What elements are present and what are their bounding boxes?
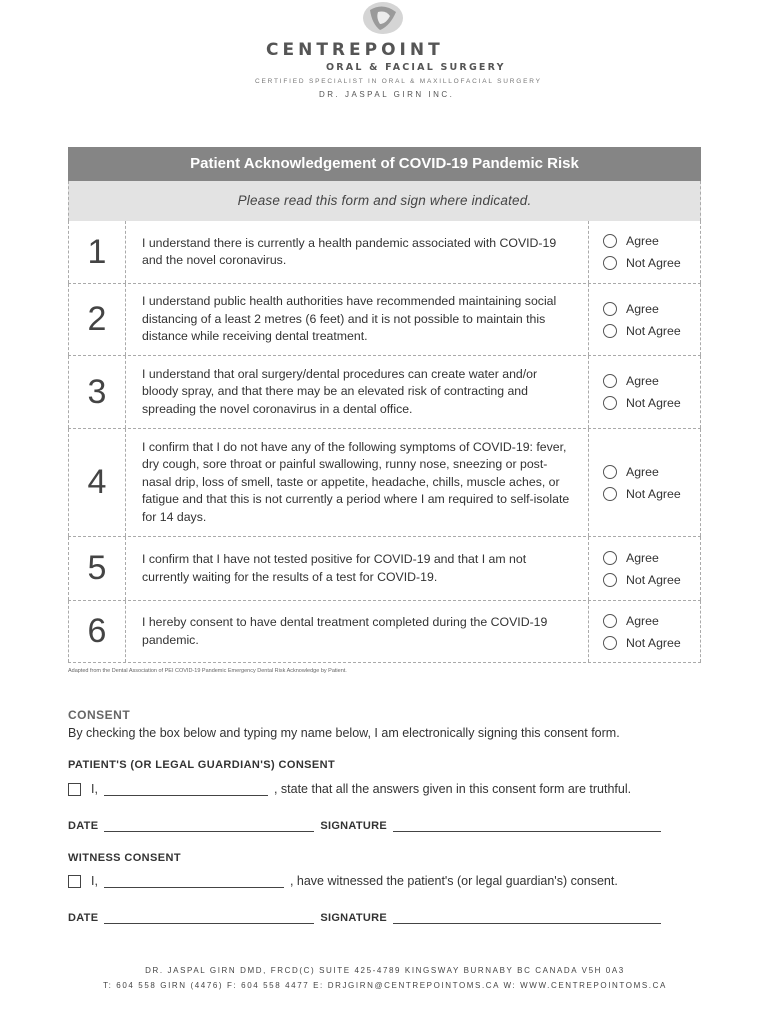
statement-number: 3: [68, 356, 126, 428]
statement-text: I confirm that I have not tested positive for COVID-19 and that I am not currently waiting for the results of a test for COVID-19.: [142, 552, 527, 584]
agree-option[interactable]: [603, 230, 700, 252]
patient-i-label: I,: [91, 782, 98, 796]
statement-row-5: [68, 537, 701, 601]
not-agree-label: Not Agree: [626, 635, 681, 650]
brand-doctor: DR. JASPAL GIRN INC.: [319, 90, 455, 99]
footer-contact: T: 604 558 GIRN (4476) F: 604 558 4477 E: DRJGIRN@CENTREPOINTOMS.CA W: WWW.CENTREPOINTOMS.CA: [103, 981, 667, 990]
statement-row-2: [68, 284, 701, 356]
not-agree-option[interactable]: [603, 392, 700, 414]
radio-button[interactable]: [603, 614, 617, 628]
signature-label: SIGNATURE: [320, 912, 387, 924]
patient-consent-heading: PATIENT'S (OR LEGAL GUARDIAN'S) CONSENT: [68, 759, 336, 771]
radio-button[interactable]: [603, 374, 617, 388]
radio-button[interactable]: [603, 324, 617, 338]
statement-number: 5: [68, 537, 126, 600]
consent-paragraph: By checking the box below and typing my name below, I am electronically signing this consent form.: [68, 726, 620, 740]
answer-options: [588, 537, 701, 600]
radio-button[interactable]: [603, 465, 617, 479]
acknowledgement-form: [68, 147, 701, 663]
agree-label: Agree: [626, 464, 659, 479]
agree-label: Agree: [626, 613, 659, 628]
answer-options: [588, 284, 701, 355]
statement-number: 2: [68, 284, 126, 355]
statement-row-1: [68, 221, 701, 284]
agree-option[interactable]: [603, 610, 700, 632]
source-note: Adapted from the Dental Association of PEI COVID-19 Pandemic Emergency Dental Risk Acknowledge by Patient.: [68, 668, 347, 674]
not-agree-option[interactable]: [603, 569, 700, 591]
not-agree-label: Not Agree: [626, 256, 681, 270]
patient-name-field[interactable]: [104, 781, 268, 796]
witness-consent-checkbox[interactable]: [68, 875, 81, 888]
patient-statement: , state that all the answers given in this consent form are truthful.: [273, 782, 632, 796]
statement-text: I understand there is currently a health pandemic associated with COVID-19 and the novel coronavirus.: [142, 235, 557, 267]
radio-button[interactable]: [603, 256, 617, 270]
footer-address: DR. JASPAL GIRN DMD, FRCD(C) SUITE 425-4789 KINGSWAY BURNABY BC CANADA V5H 0A3: [145, 966, 625, 975]
witness-i-label: I,: [91, 874, 98, 888]
witness-signature-field[interactable]: [393, 909, 661, 924]
consent-heading: CONSENT: [68, 708, 131, 722]
brand-certification: CERTIFIED SPECIALIST IN ORAL & MAXILLOFACIAL SURGERY: [255, 78, 542, 85]
answer-options: [588, 356, 701, 428]
witness-date-signature-line: [68, 909, 667, 924]
witness-consent-line: [68, 873, 618, 888]
patient-date-signature-line: [68, 817, 667, 832]
statement-row-4: [68, 429, 701, 537]
brand-name: CENTREPOINT: [266, 40, 444, 60]
witness-name-field[interactable]: [104, 873, 284, 888]
brand-subtitle: ORAL & FACIAL SURGERY: [326, 62, 506, 73]
statement-number: 1: [68, 221, 126, 283]
statement-number: 6: [68, 601, 126, 662]
patient-date-field[interactable]: [104, 817, 314, 832]
patient-signature-field[interactable]: [393, 817, 661, 832]
radio-button[interactable]: [603, 302, 617, 316]
agree-option[interactable]: [603, 298, 700, 320]
patient-consent-checkbox[interactable]: [68, 783, 81, 796]
statement-row-6: [68, 601, 701, 663]
agree-label: Agree: [626, 301, 659, 316]
agree-label: Agree: [626, 234, 659, 248]
agree-label: Agree: [626, 374, 659, 388]
radio-button[interactable]: [603, 234, 617, 248]
statement-text: I understand public health authorities have recommended maintaining social distancing of a least 2 metres (6 feet) and it is not possible to maintain this distance while receiving dental treatment.: [142, 294, 557, 344]
statement-text: I confirm that I do not have any of the following symptoms of COVID-19: fever, dry cough, sore throat or painful swallowing, runny nose, sneezing or post-nasal drip, loss of smell, taste or appetite, headache, chills, muscle aches, or fatigue and that this is not currently a period where I am required to self-isolate for 14 days.: [142, 439, 570, 524]
not-agree-option[interactable]: [603, 320, 700, 342]
not-agree-option[interactable]: [603, 252, 700, 274]
not-agree-option[interactable]: [603, 483, 700, 505]
radio-button[interactable]: [603, 396, 617, 410]
not-agree-label: Not Agree: [626, 323, 681, 338]
patient-consent-line: [68, 781, 631, 796]
agree-label: Agree: [626, 550, 659, 565]
radio-button[interactable]: [603, 551, 617, 565]
radio-button[interactable]: [603, 487, 617, 501]
not-agree-option[interactable]: [603, 632, 700, 654]
answer-options: [588, 601, 701, 662]
statement-text: I hereby consent to have dental treatment completed during the COVID-19 pandemic.: [142, 615, 548, 647]
tooth-logo-icon: [360, 0, 406, 36]
statement-text: I understand that oral surgery/dental procedures can create water and/or bloody spray, and that there may be an elevated risk of contracting and spreading the novel coronavirus in a dental office.: [142, 366, 538, 416]
radio-button[interactable]: [603, 636, 617, 650]
radio-button[interactable]: [603, 573, 617, 587]
agree-option[interactable]: [603, 461, 700, 483]
form-title: Patient Acknowledgement of COVID-19 Pandemic Risk: [68, 147, 701, 181]
answer-options: [588, 429, 701, 536]
not-agree-label: Not Agree: [626, 396, 681, 410]
answer-options: [588, 221, 701, 283]
witness-consent-heading: WITNESS CONSENT: [68, 852, 181, 864]
not-agree-label: Not Agree: [626, 486, 681, 501]
date-label: DATE: [68, 820, 99, 832]
form-subtitle: Please read this form and sign where indicated.: [68, 181, 701, 221]
date-label: DATE: [68, 912, 99, 924]
statement-number: 4: [68, 429, 126, 536]
agree-option[interactable]: [603, 547, 700, 569]
agree-option[interactable]: [603, 370, 700, 392]
witness-date-field[interactable]: [104, 909, 314, 924]
statement-row-3: [68, 356, 701, 429]
not-agree-label: Not Agree: [626, 572, 681, 587]
witness-statement: , have witnessed the patient's (or legal guardian's) consent.: [289, 874, 618, 888]
signature-label: SIGNATURE: [320, 820, 387, 832]
